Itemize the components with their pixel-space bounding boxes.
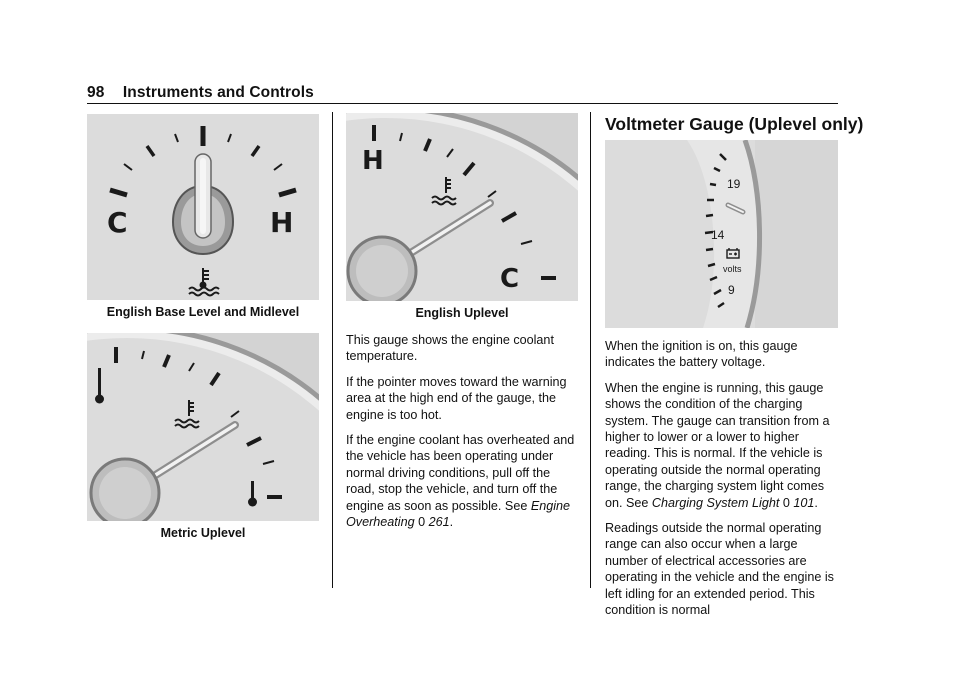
- voltmeter-value-9: 9: [728, 283, 735, 297]
- figure-caption-metric: Metric Uplevel: [160, 526, 246, 540]
- right-body-text: [605, 338, 841, 628]
- cross-reference-link[interactable]: Charging System Light: [651, 495, 780, 510]
- voltmeter-unit: volts: [723, 264, 742, 274]
- paragraph: This gauge shows the engine coolant temperature.: [346, 333, 554, 364]
- gauge-figure-metric: [87, 333, 319, 521]
- voltmeter-figure: [605, 140, 838, 328]
- page-header: [87, 84, 314, 102]
- page-reference[interactable]: 261: [428, 515, 450, 530]
- cross-reference-link[interactable]: Engine Overheating: [346, 498, 571, 530]
- gauge-letter-h: H: [270, 206, 294, 239]
- figure-caption-english-uplevel: English Uplevel: [415, 306, 509, 320]
- section-heading: Voltmeter Gauge (Uplevel only): [605, 114, 864, 134]
- page-reference[interactable]: 101: [793, 495, 815, 510]
- gauge-letter-c: C: [107, 206, 128, 239]
- page-number: 98: [87, 84, 105, 101]
- paragraph: Readings outside the normal operating range can also occur when a large number of electrical accessories are operating in the vehicle and the engine is left idling for an extended period. This condition is normal: [605, 521, 834, 618]
- coolant-temperature-icon: [189, 268, 219, 296]
- voltmeter-value-19: 19: [727, 177, 741, 191]
- paragraph: When the ignition is on, this gauge indicates the battery voltage.: [605, 339, 798, 370]
- middle-body-text: [346, 332, 582, 539]
- gauge-figure-base: [87, 114, 319, 300]
- voltmeter-value-14: 14: [711, 228, 725, 242]
- figure-caption-base: English Base Level and Midlevel: [106, 305, 300, 319]
- paragraph: When the engine is running, this gauge shows the condition of the charging system. The gauge can transition from a higher to lower or a lower to higher reading. This is normal. If the vehicle is operating outside the normal operating range, the charging system light comes on. See Charging System Light 0 101.: [605, 380, 830, 510]
- page-ref-icon: 0: [418, 515, 426, 530]
- column-divider-left: [332, 112, 333, 588]
- section-title: Instruments and Controls: [122, 84, 314, 101]
- paragraph: If the pointer moves toward the warning area at the high end of the gauge, the engine is too hot.: [346, 374, 567, 422]
- header-rule: [87, 103, 838, 104]
- page-ref-icon: 0: [782, 495, 790, 510]
- gauge-letter-h: H: [362, 146, 384, 176]
- paragraph: If the engine coolant has overheated and the vehicle has been operating under normal driving conditions, pull off the road, stop the vehicle, and turn off the engine as soon as possible. See Engine Overheating 0 261.: [346, 433, 575, 530]
- gauge-figure-english-uplevel: [346, 113, 578, 301]
- gauge-letter-c: C: [500, 264, 520, 294]
- column-divider-right: [590, 112, 591, 588]
